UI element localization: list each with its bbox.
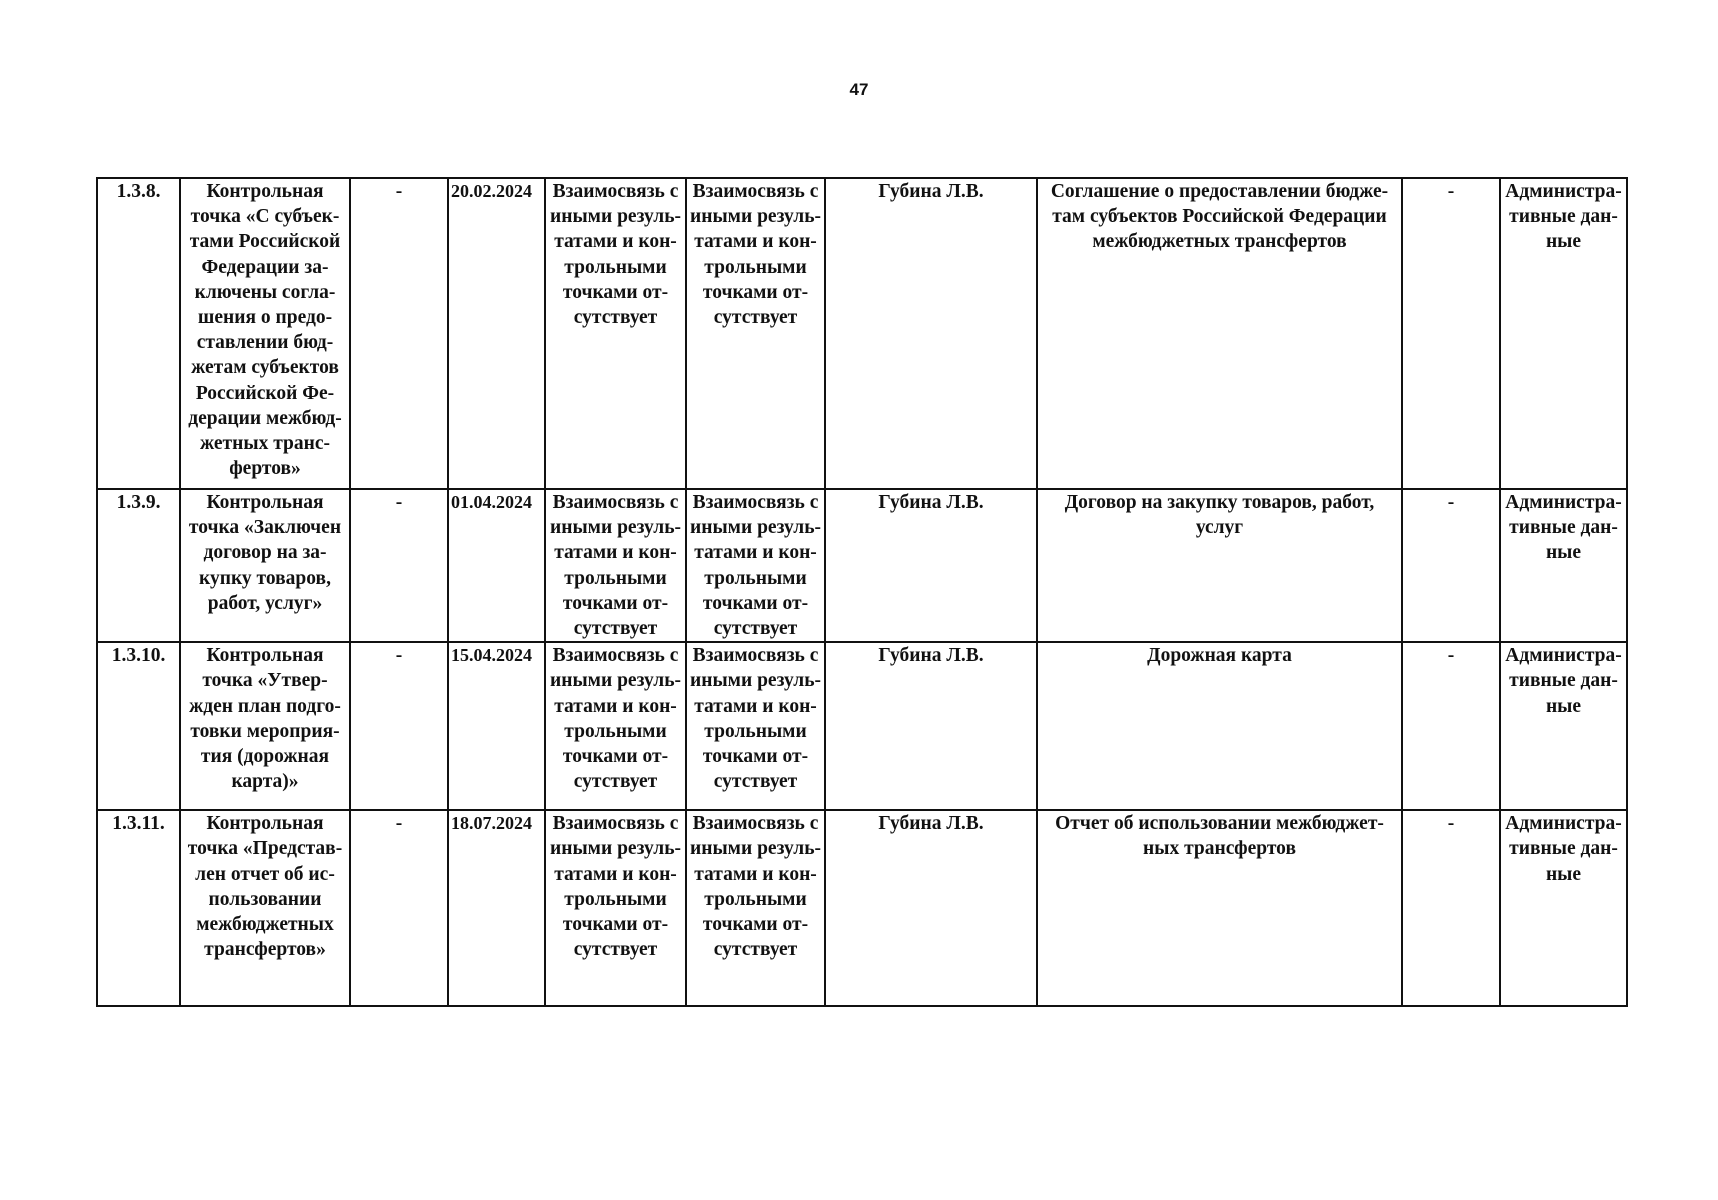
successor-link: Взаимосвязь с иными резуль- татами и кон- трольными точками от- сутствует [689, 181, 822, 329]
predecessor-link-cell [545, 810, 686, 1006]
base-value: - [395, 492, 403, 513]
data-source-cell [1500, 178, 1627, 489]
info-system: - [1447, 813, 1455, 835]
info-system-cell [1402, 642, 1500, 810]
confirming-document: Отчет об использовании межбюджет- ных трансфертов [1055, 813, 1384, 860]
successor-link: Взаимосвязь с иными резуль- татами и кон- трольными точками от- сутствует [689, 492, 822, 640]
deadline-cell [448, 642, 545, 810]
deadline-cell [448, 178, 545, 489]
document-cell [1037, 642, 1402, 810]
successor-link-cell [686, 489, 825, 642]
predecessor-link-cell [545, 178, 686, 489]
deadline-cell [448, 489, 545, 642]
control-point-name: Контрольная точка «С субъек- тами Российской Федерации за- ключены согла- шения о предо- ставлении бюд- жетам субъектов Российской Фе- дерации межбюд- жетных транс- фертов» [188, 181, 342, 480]
predecessor-link: Взаимосвязь с иными резуль- татами и кон- трольными точками от- сутствует [549, 181, 682, 329]
info-system: - [1447, 492, 1455, 513]
row-number: 1.3.10. [111, 645, 166, 667]
info-system-cell [1402, 810, 1500, 1006]
responsible-cell [825, 642, 1037, 810]
document-cell [1037, 178, 1402, 489]
responsible-person: Губина Л.В. [878, 813, 984, 835]
row-number: 1.3.9. [116, 492, 161, 513]
row-number-cell [97, 489, 180, 642]
responsible-cell [825, 810, 1037, 1006]
predecessor-link: Взаимосвязь с иными резуль- татами и кон- трольными точками от- сутствует [549, 492, 682, 640]
control-point-name: Контрольная точка «Утвер- жден план подго- товки мероприя- тия (дорожная карта)» [189, 645, 341, 793]
base-value: - [395, 645, 403, 667]
deadline-date: 15.04.2024 [451, 645, 532, 666]
row-number-cell [97, 810, 180, 1006]
info-system-cell [1402, 178, 1500, 489]
data-source: Администра- тивные дан- ные [1505, 813, 1622, 885]
row-number: 1.3.11. [112, 813, 165, 835]
info-system-cell [1402, 489, 1500, 642]
confirming-document: Договор на закупку товаров, работ, услуг [1064, 492, 1375, 539]
base-value-cell [350, 642, 448, 810]
predecessor-link-cell [545, 489, 686, 642]
successor-link-cell [686, 642, 825, 810]
base-value: - [395, 181, 403, 202]
successor-link-cell [686, 810, 825, 1006]
document-cell [1037, 810, 1402, 1006]
successor-link: Взаимосвязь с иными резуль- татами и кон- трольными точками от- сутствует [689, 813, 822, 961]
control-points-table [96, 177, 1628, 1007]
deadline-cell [448, 810, 545, 1006]
deadline-date: 01.04.2024 [451, 492, 532, 512]
info-system: - [1447, 181, 1455, 202]
confirming-document: Дорожная карта [1147, 645, 1292, 667]
table-row [97, 489, 1627, 642]
table-row [97, 642, 1627, 810]
base-value-cell [350, 178, 448, 489]
data-source-cell [1500, 810, 1627, 1006]
responsible-cell [825, 489, 1037, 642]
table-row [97, 178, 1627, 489]
control-point-name-cell [180, 178, 350, 489]
base-value-cell [350, 810, 448, 1006]
predecessor-link-cell [545, 642, 686, 810]
deadline-date: 20.02.2024 [451, 181, 532, 201]
base-value: - [395, 813, 403, 835]
document-cell [1037, 489, 1402, 642]
page-number: 47 [849, 80, 869, 99]
control-point-name-cell [180, 810, 350, 1006]
responsible-person: Губина Л.В. [878, 645, 984, 667]
successor-link: Взаимосвязь с иными резуль- татами и кон- трольными точками от- сутствует [689, 645, 822, 793]
data-source: Администра- тивные дан- ные [1505, 645, 1622, 717]
responsible-person: Губина Л.В. [878, 181, 984, 202]
row-number-cell [97, 642, 180, 810]
predecessor-link: Взаимосвязь с иными резуль- татами и кон- трольными точками от- сутствует [549, 813, 682, 961]
data-source-cell [1500, 642, 1627, 810]
deadline-date: 18.07.2024 [451, 813, 532, 834]
data-source: Администра- тивные дан- ные [1505, 492, 1622, 564]
confirming-document: Соглашение о предоставлении бюдже- там субъектов Российской Федерации межбюджетных трансфертов [1050, 181, 1389, 253]
data-source: Администра- тивные дан- ные [1505, 181, 1622, 253]
control-point-name: Контрольная точка «Заключен договор на за- купку товаров, работ, услуг» [188, 492, 342, 614]
control-point-name: Контрольная точка «Представ- лен отчет об ис- пользовании межбюджетных трансфертов» [187, 813, 343, 961]
row-number: 1.3.8. [116, 181, 161, 202]
data-source-cell [1500, 489, 1627, 642]
base-value-cell [350, 489, 448, 642]
control-point-name-cell [180, 642, 350, 810]
responsible-person: Губина Л.В. [878, 492, 984, 513]
successor-link-cell [686, 178, 825, 489]
table-row [97, 810, 1627, 1006]
control-point-name-cell [180, 489, 350, 642]
responsible-cell [825, 178, 1037, 489]
info-system: - [1447, 645, 1455, 667]
predecessor-link: Взаимосвязь с иными резуль- татами и кон- трольными точками от- сутствует [549, 645, 682, 793]
row-number-cell [97, 178, 180, 489]
